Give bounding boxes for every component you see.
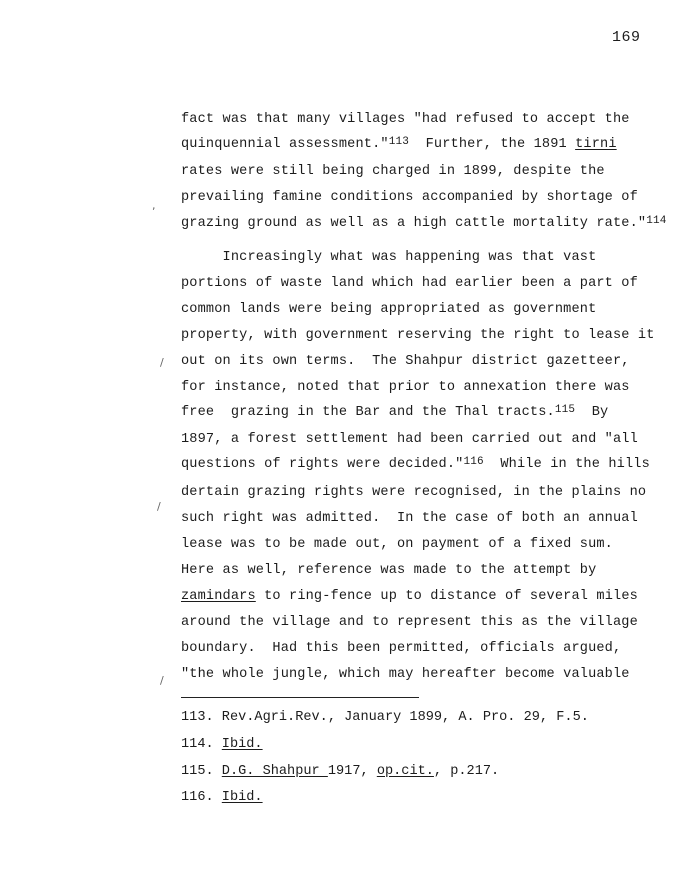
footnote-ref: 114 [646,215,667,227]
underlined-term: op.cit. [376,764,434,779]
text-line: property, with government reserving the right to lease it [181,328,655,343]
text-segment: , p.217. [433,764,500,779]
text-segment: free grazing in the Bar and the Thal tracts. [181,405,555,420]
text-line: rates were still being charged in 1899, despite the [181,164,605,179]
underlined-term: D.G. Shahpur [221,764,328,779]
underlined-term: Ibid. [221,737,263,752]
footnote-number: 116. [181,790,222,805]
text-line: for instance, noted that prior to annexation there was [181,380,630,395]
text-segment: 1917, [327,764,377,779]
text-segment: While in the hills [483,457,650,472]
text-line: around the village and to represent this as the village [181,615,638,630]
footnote-116 [181,790,263,805]
text-line: fact was that many villages "had refused to accept the [181,112,630,127]
text-line [181,137,617,152]
text-line: boundary. Had this been permitted, officials argued, [181,641,622,656]
text-line [181,216,667,231]
margin-mark: / [160,356,164,369]
footnote-divider [181,697,419,698]
text-segment: By [575,405,609,420]
text-line: "the whole jungle, which may hereafter become valuable [181,667,630,682]
footnote-113: 113. Rev.Agri.Rev., January 1899, A. Pro. 29, F.5. [181,710,589,725]
text-segment: quinquennial assessment." [181,137,389,152]
text-line [181,405,608,420]
text-line: Increasingly what was happening was that vast [181,250,597,265]
page-number: 169 [612,29,641,46]
text-line: such right was admitted. In the case of both an annual [181,511,638,526]
text-segment: Further, the 1891 [408,137,576,152]
footnote-ref: 113 [388,136,409,148]
margin-mark: , [152,199,156,212]
margin-mark: / [157,500,161,513]
text-line: dertain grazing rights were recognised, in the plains no [181,485,647,500]
text-segment: grazing ground as well as a high cattle mortality rate." [181,216,647,231]
margin-mark: / [160,674,164,687]
text-line: out on its own terms. The Shahpur district gazetteer, [181,354,630,369]
text-line: 1897, a forest settlement had been carried out and "all [181,432,638,447]
text-line: portions of waste land which had earlier been a part of [181,276,638,291]
text-line: Here as well, reference was made to the attempt by [181,563,597,578]
text-line: common lands were being appropriated as government [181,302,597,317]
underlined-term: tirni [575,137,617,152]
footnote-ref: 116 [463,456,484,468]
underlined-term: zamindars [181,589,256,604]
footnote-114 [181,737,263,752]
footnote-115 [181,764,499,779]
footnote-number: 115. [181,764,222,779]
text-segment: questions of rights were decided." [181,457,464,472]
footnote-number: 114. [181,737,222,752]
text-line: lease was to be made out, on payment of a fixed sum. [181,537,613,552]
text-line: prevailing famine conditions accompanied by shortage of [181,190,638,205]
underlined-term: Ibid. [221,790,263,805]
text-line [181,457,650,472]
text-segment: to ring-fence up to distance of several miles [255,589,638,604]
footnote-ref: 115 [554,404,576,416]
text-line [181,589,638,604]
